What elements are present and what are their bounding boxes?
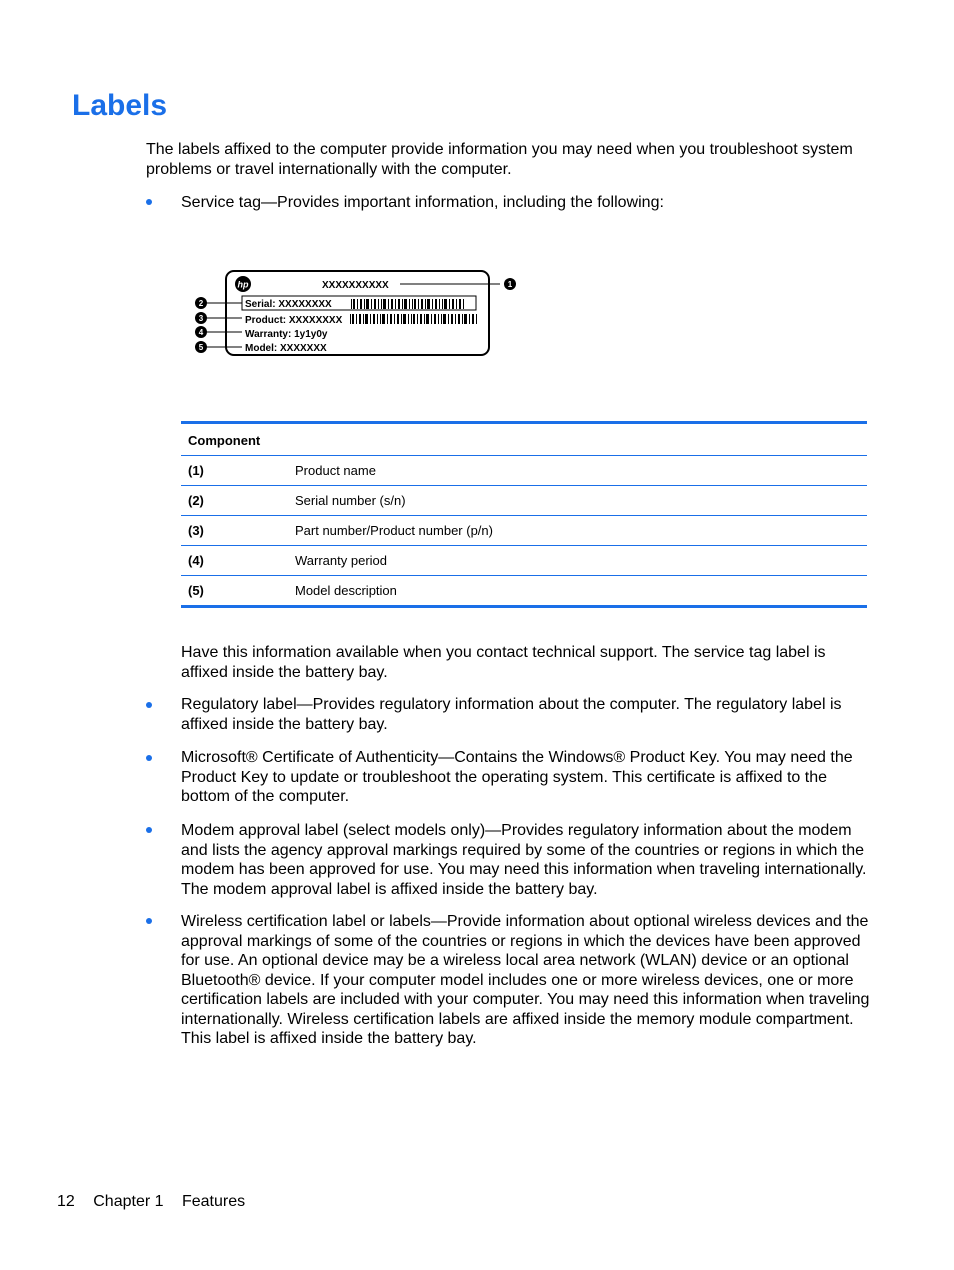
- page-footer: [57, 1193, 259, 1211]
- hp-logo-text: hp: [237, 279, 249, 290]
- bullet-regulatory-label: Regulatory label—Provides regulatory information about the computer. The regulatory label is affixed inside the battery bay.: [181, 696, 842, 733]
- table-cell-num: (4): [181, 546, 288, 576]
- page-title: Labels: [72, 89, 168, 122]
- label-product: Product: XXXXXXXX: [245, 315, 343, 326]
- callout-5-text: 5: [198, 343, 204, 352]
- table-row: [181, 546, 867, 576]
- table-cell-desc: Part number/Product number (p/n): [288, 516, 867, 546]
- bullet-icon: [146, 199, 152, 205]
- bullet-icon: [146, 827, 152, 833]
- callout-1-text: 1: [507, 280, 513, 289]
- footer-chapter: Chapter 1: [93, 1193, 164, 1210]
- bullet-modem-approval-label: Modem approval label (select models only)—Provides regulatory information about the modem and lists the agency approval markings required by some of the countries or regions in which the modem has been approved for use. You may need this information when traveling internationally. The modem approval label is affixed inside the battery bay.: [181, 822, 867, 898]
- callout-2-text: 2: [198, 299, 204, 308]
- label-serial: Serial: XXXXXXXX: [245, 299, 332, 310]
- label-warranty: Warranty: 1y1y0y: [245, 329, 328, 340]
- table-row: [181, 486, 867, 516]
- table-row: [181, 456, 867, 486]
- table-cell-desc: Product name: [288, 456, 867, 486]
- callout-3-text: 3: [198, 314, 204, 323]
- service-tag-note: Have this information available when you contact technical support. The service tag label is affixed inside the battery bay.: [181, 644, 826, 681]
- service-tag-figure: [190, 266, 520, 361]
- table-cell-num: (1): [181, 456, 288, 486]
- table-header-component: Component: [188, 433, 261, 448]
- bullet-certificate-of-authenticity: Microsoft® Certificate of Authenticity—Contains the Windows® Product Key. You may need the Product Key to update or troubleshoot the operating system. This certificate is affixed to the bottom of the computer.: [181, 749, 853, 805]
- label-product-name: XXXXXXXXXX: [322, 280, 389, 291]
- bullet-service-tag: Service tag—Provides important information, including the following:: [181, 194, 664, 211]
- table-header-row: [181, 423, 867, 456]
- footer-page-number: 12: [57, 1193, 75, 1210]
- table-cell-num: (2): [181, 486, 288, 516]
- table-cell-desc: Warranty period: [288, 546, 867, 576]
- table-row: [181, 516, 867, 546]
- bullet-icon: [146, 755, 152, 761]
- label-model: Model: XXXXXXX: [245, 343, 327, 354]
- table-cell-desc: Serial number (s/n): [288, 486, 867, 516]
- intro-paragraph: The labels affixed to the computer provide information you may need when you troubleshoot system problems or travel internationally with the computer.: [146, 141, 853, 178]
- bullet-icon: [146, 702, 152, 708]
- bullet-icon: [146, 918, 152, 924]
- bullet-wireless-certification: Wireless certification label or labels—Provide information about optional wireless devices and the approval markings of some of the countries or regions in which the devices have been approved for use. An optional device may be a wireless local area network (WLAN) device or an optional Bluetooth® device. If your computer model includes one or more wireless devices, one or more certification labels are included with your computer. You may need this information when traveling internationally. Wireless certification labels are affixed inside the memory module compartment. This label is affixed inside the battery bay.: [181, 913, 870, 1047]
- table-cell-num: (3): [181, 516, 288, 546]
- table-row: [181, 576, 867, 607]
- footer-section: Features: [181, 1193, 246, 1210]
- component-table: [181, 421, 867, 608]
- callout-4-text: 4: [198, 328, 204, 337]
- table-cell-desc: Model description: [288, 576, 867, 607]
- table-cell-num: (5): [181, 576, 288, 607]
